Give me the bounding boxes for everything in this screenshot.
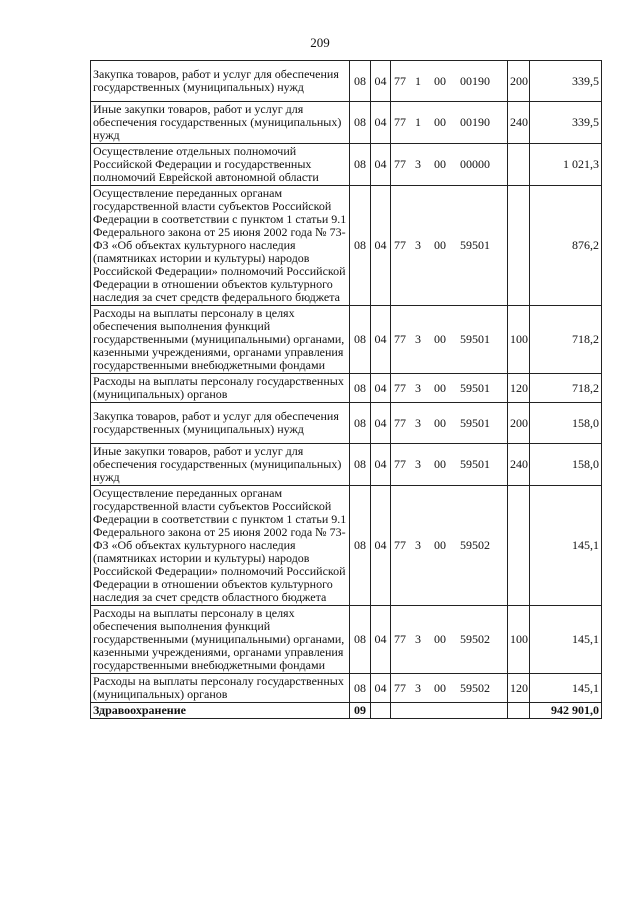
table-row xyxy=(91,144,602,186)
total-rz: 09 xyxy=(350,703,371,719)
table-row xyxy=(91,306,602,374)
table-row xyxy=(91,486,602,606)
row-pr: 04 xyxy=(371,102,391,144)
row-amount: 145,1 xyxy=(530,674,602,703)
row-name: Расходы на выплаты персоналу в целях обеспечения выполнения функций государственными (муниципальными) органами, казенными учреждениями, органами управления государственными внебюджетными фондами xyxy=(91,606,350,674)
row-amount: 158,0 xyxy=(530,403,602,444)
row-pr: 04 xyxy=(371,486,391,606)
target-part-1: 77 xyxy=(394,380,406,395)
row-rz: 08 xyxy=(350,374,371,403)
row-rz: 08 xyxy=(350,186,371,306)
table-row xyxy=(91,186,602,306)
target-part-3: 00 xyxy=(434,380,446,395)
row-target-article xyxy=(391,306,508,374)
row-vr xyxy=(508,186,530,306)
target-part-3: 00 xyxy=(434,73,446,88)
table-row xyxy=(91,606,602,674)
row-vr: 100 xyxy=(508,306,530,374)
target-part-2: 3 xyxy=(415,332,421,346)
row-rz: 08 xyxy=(350,306,371,374)
target-part-4: 59501 xyxy=(460,332,490,346)
row-name: Расходы на выплаты персоналу государственных (муниципальных) органов xyxy=(91,674,350,703)
row-amount: 145,1 xyxy=(530,486,602,606)
table-row xyxy=(91,102,602,144)
row-name: Иные закупки товаров, работ и услуг для обеспечения государственных (муниципальных) нужд xyxy=(91,444,350,486)
target-part-3: 00 xyxy=(434,680,446,695)
row-amount: 718,2 xyxy=(530,374,602,403)
row-vr xyxy=(508,144,530,186)
target-part-3: 00 xyxy=(434,632,446,646)
row-vr: 100 xyxy=(508,606,530,674)
row-amount: 1 021,3 xyxy=(530,144,602,186)
total-name: Здравоохранение xyxy=(91,703,350,719)
row-rz: 08 xyxy=(350,144,371,186)
target-part-4: 59501 xyxy=(460,415,490,430)
target-part-2: 3 xyxy=(415,538,421,552)
row-target-article xyxy=(391,144,508,186)
row-target-article xyxy=(391,186,508,306)
target-part-4: 59502 xyxy=(460,632,490,646)
row-amount: 339,5 xyxy=(530,102,602,144)
row-pr: 04 xyxy=(371,306,391,374)
row-target-article xyxy=(391,674,508,703)
target-part-1: 77 xyxy=(394,680,406,695)
row-pr: 04 xyxy=(371,374,391,403)
row-target-article xyxy=(391,61,508,102)
target-part-2: 3 xyxy=(415,457,421,471)
target-part-4: 59501 xyxy=(460,380,490,395)
target-part-3: 00 xyxy=(434,238,446,252)
row-name: Осуществление переданных органам государственной власти субъектов Российской Федерации в соответствии с пунктом 1 статьи 9.1 Федерального закона от 25 июня 2002 года № 73-ФЗ «Об объектах культурного наследия (памятниках истории и культуры) народов Российской Федерации» полномочий Российской Федерации в отношении объектов культурного наследия за счет средств федерального бюджета xyxy=(91,186,350,306)
target-part-2: 1 xyxy=(415,73,421,88)
row-rz: 08 xyxy=(350,403,371,444)
row-name: Расходы на выплаты персоналу в целях обеспечения выполнения функций государственными (муниципальными) органами, казенными учреждениями, органами управления государственными внебюджетными фондами xyxy=(91,306,350,374)
row-name: Осуществление отдельных полномочий Российской Федерации и государственных полномочий Еврейской автономной области xyxy=(91,144,350,186)
table-row xyxy=(91,374,602,403)
row-pr: 04 xyxy=(371,674,391,703)
target-part-1: 77 xyxy=(394,115,406,129)
row-target-article xyxy=(391,486,508,606)
budget-table xyxy=(90,60,602,719)
row-rz: 08 xyxy=(350,102,371,144)
target-part-4: 59501 xyxy=(460,457,490,471)
row-rz: 08 xyxy=(350,61,371,102)
page-number: 209 xyxy=(310,35,330,50)
target-part-4: 59501 xyxy=(460,238,490,252)
target-part-3: 00 xyxy=(434,157,446,171)
row-vr xyxy=(508,486,530,606)
row-name: Иные закупки товаров, работ и услуг для обеспечения государственных (муниципальных) нужд xyxy=(91,102,350,144)
table-row xyxy=(91,674,602,703)
target-part-1: 77 xyxy=(394,415,406,430)
row-target-article xyxy=(391,102,508,144)
row-vr: 200 xyxy=(508,403,530,444)
row-target-article xyxy=(391,374,508,403)
row-amount: 876,2 xyxy=(530,186,602,306)
target-part-1: 77 xyxy=(394,457,406,471)
target-part-2: 3 xyxy=(415,380,421,395)
row-name: Расходы на выплаты персоналу государственных (муниципальных) органов xyxy=(91,374,350,403)
row-amount: 145,1 xyxy=(530,606,602,674)
row-pr: 04 xyxy=(371,186,391,306)
row-amount: 718,2 xyxy=(530,306,602,374)
row-amount: 158,0 xyxy=(530,444,602,486)
total-target-article xyxy=(391,703,508,719)
target-part-4: 59502 xyxy=(460,538,490,552)
target-part-2: 3 xyxy=(415,415,421,430)
target-part-2: 3 xyxy=(415,238,421,252)
table-row xyxy=(91,61,602,102)
target-part-3: 00 xyxy=(434,115,446,129)
row-target-article xyxy=(391,403,508,444)
row-pr: 04 xyxy=(371,144,391,186)
row-pr: 04 xyxy=(371,61,391,102)
row-rz: 08 xyxy=(350,444,371,486)
target-part-1: 77 xyxy=(394,73,406,88)
target-part-4: 00190 xyxy=(460,115,490,129)
target-part-3: 00 xyxy=(434,457,446,471)
total-amount: 942 901,0 xyxy=(530,703,602,719)
total-pr xyxy=(371,703,391,719)
row-vr: 120 xyxy=(508,374,530,403)
target-part-2: 3 xyxy=(415,632,421,646)
target-part-4: 00000 xyxy=(460,157,490,171)
row-pr: 04 xyxy=(371,606,391,674)
row-rz: 08 xyxy=(350,674,371,703)
row-vr: 240 xyxy=(508,444,530,486)
target-part-1: 77 xyxy=(394,538,406,552)
target-part-2: 3 xyxy=(415,157,421,171)
total-vr xyxy=(508,703,530,719)
target-part-2: 1 xyxy=(415,115,421,129)
table-row xyxy=(91,444,602,486)
target-part-3: 00 xyxy=(434,415,446,430)
target-part-2: 3 xyxy=(415,680,421,695)
target-part-3: 00 xyxy=(434,332,446,346)
target-part-1: 77 xyxy=(394,632,406,646)
row-name: Закупка товаров, работ и услуг для обеспечения государственных (муниципальных) нужд xyxy=(91,61,350,102)
row-vr: 200 xyxy=(508,61,530,102)
total-row xyxy=(91,703,602,719)
row-target-article xyxy=(391,606,508,674)
row-rz: 08 xyxy=(350,606,371,674)
row-pr: 04 xyxy=(371,403,391,444)
row-amount: 339,5 xyxy=(530,61,602,102)
row-vr: 120 xyxy=(508,674,530,703)
row-pr: 04 xyxy=(371,444,391,486)
target-part-4: 59502 xyxy=(460,680,490,695)
target-part-1: 77 xyxy=(394,157,406,171)
target-part-1: 77 xyxy=(394,332,406,346)
row-rz: 08 xyxy=(350,486,371,606)
table-row xyxy=(91,403,602,444)
row-target-article xyxy=(391,444,508,486)
target-part-4: 00190 xyxy=(460,73,490,88)
target-part-1: 77 xyxy=(394,238,406,252)
row-vr: 240 xyxy=(508,102,530,144)
target-part-3: 00 xyxy=(434,538,446,552)
row-name: Закупка товаров, работ и услуг для обеспечения государственных (муниципальных) нужд xyxy=(91,403,350,444)
budget-table-body xyxy=(91,61,602,719)
row-name: Осуществление переданных органам государственной власти субъектов Российской Федерации в соответствии с пунктом 1 статьи 9.1 Федерального закона от 25 июня 2002 года № 73-ФЗ «Об объектах культурного наследия (памятниках истории и культуры) народов Российской Федерации» полномочий Российской Федерации в отношении объектов культурного наследия за счет средств областного бюджета xyxy=(91,486,350,606)
